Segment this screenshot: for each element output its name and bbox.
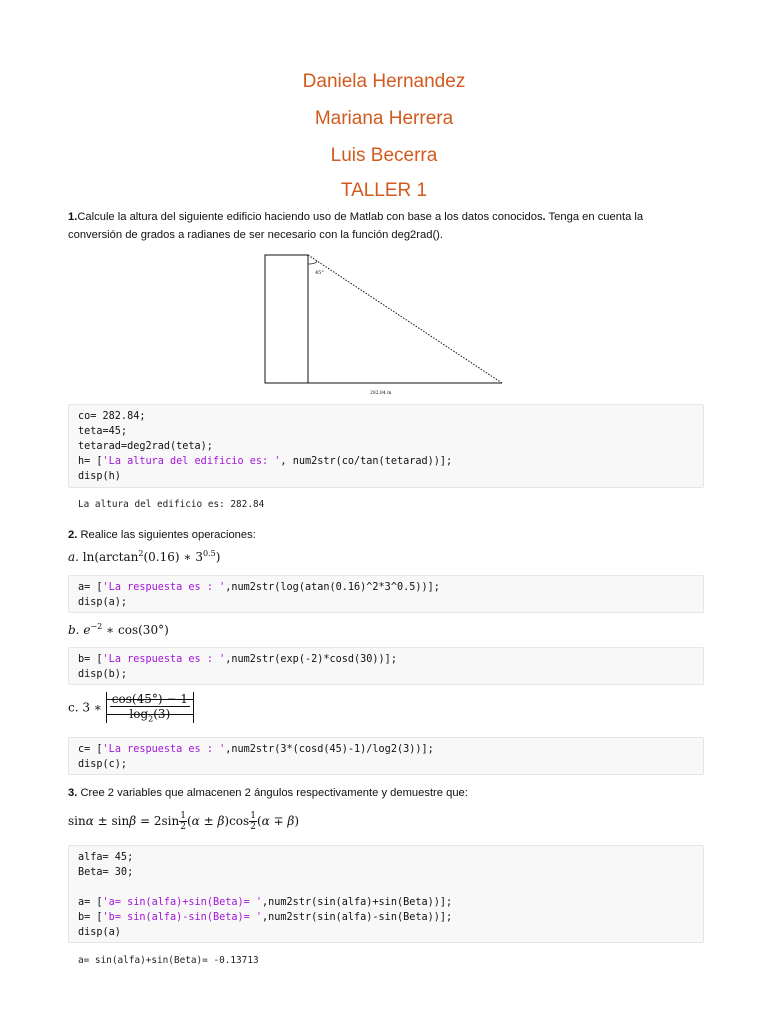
- angle-arc: [308, 261, 317, 264]
- question-1-text-c: conversión de grados a radianes de ser necesario con la función deg2rad().: [68, 229, 444, 241]
- hypotenuse-dotted-line: [308, 255, 502, 383]
- question-3-text: 3. Cree 2 variables que almacenen 2 ángulos respectivamente y demuestre que:: [68, 787, 468, 799]
- code-block-2a[interactable]: a= ['La respuesta es : ',num2str(log(atan(0.16)^2*3^0.5))]; disp(a);: [68, 575, 704, 613]
- code-block-2c[interactable]: c= ['La respuesta es : ',num2str(3*(cosd(45)-1)/log2(3))]; disp(c);: [68, 737, 704, 775]
- author-name-3: Luis Becerra: [330, 145, 438, 166]
- building-diagram: [262, 252, 507, 398]
- document-title: TALLER 1: [340, 180, 428, 201]
- question-1-text: 1.Calcule la altura del siguiente edificio haciendo uso de Matlab con base a los datos conocidos. Tenga en cuenta la conversión de grados a radianes de ser necesario con la función deg2rad().: [68, 211, 644, 241]
- math-expression-c: c. 3 ∗ $\frac{\cos(45^\circ) - 1}{\log_2(3)}$: [68, 692, 194, 723]
- author-name-1: Daniela Hernandez: [302, 71, 466, 92]
- author-name-2: Mariana Herrera: [314, 108, 454, 129]
- building-rect: [265, 255, 308, 383]
- math-identity: sinα ± sinβ = 2sin $\frac{1}{2}$ (α ± β)cos $\frac{1}{2}$ (α ∓ β): [68, 811, 300, 832]
- question-3-number: 3.: [68, 787, 78, 799]
- code-block-2b[interactable]: b= ['La respuesta es : ',num2str(exp(-2)*cosd(30))]; disp(b);: [68, 647, 704, 685]
- question-2-text: 2. Realice las siguientes operaciones:: [68, 529, 256, 541]
- code-block-1[interactable]: co= 282.84; teta=45; tetarad=deg2rad(teta); h= ['La altura del edificio es: ', num2str(co/tan(tetarad))]; disp(h): [68, 404, 704, 488]
- question-1-number: 1.: [68, 211, 78, 223]
- math-expression-a: a. $\ln(\arctan^2(0.16)$ ∗ $3^{0.5}$): [68, 549, 221, 564]
- math-expression-b: b. $e^{-2}$ ∗ cos(30°): [68, 622, 169, 637]
- question-1-text-a: Calcule la altura del siguiente edificio haciendo uso de Matlab con base a los datos conocidos: [77, 211, 543, 223]
- base-label: 282.84 m: [370, 391, 392, 396]
- question-2-number: 2.: [68, 529, 78, 541]
- angle-label: 45°: [315, 270, 324, 276]
- code-output-3: a= sin(alfa)+sin(Beta)= -0.13713: [78, 955, 259, 966]
- code-block-3[interactable]: alfa= 45; Beta= 30; a= ['a= sin(alfa)+sin(Beta)= ',num2str(sin(alfa)+sin(Beta))]; b= ['b= sin(alfa)-sin(Beta)= ',num2str(sin(alfa)-sin(Beta))]; disp(a): [68, 845, 704, 943]
- code-output-1: La altura del edificio es: 282.84: [78, 499, 265, 510]
